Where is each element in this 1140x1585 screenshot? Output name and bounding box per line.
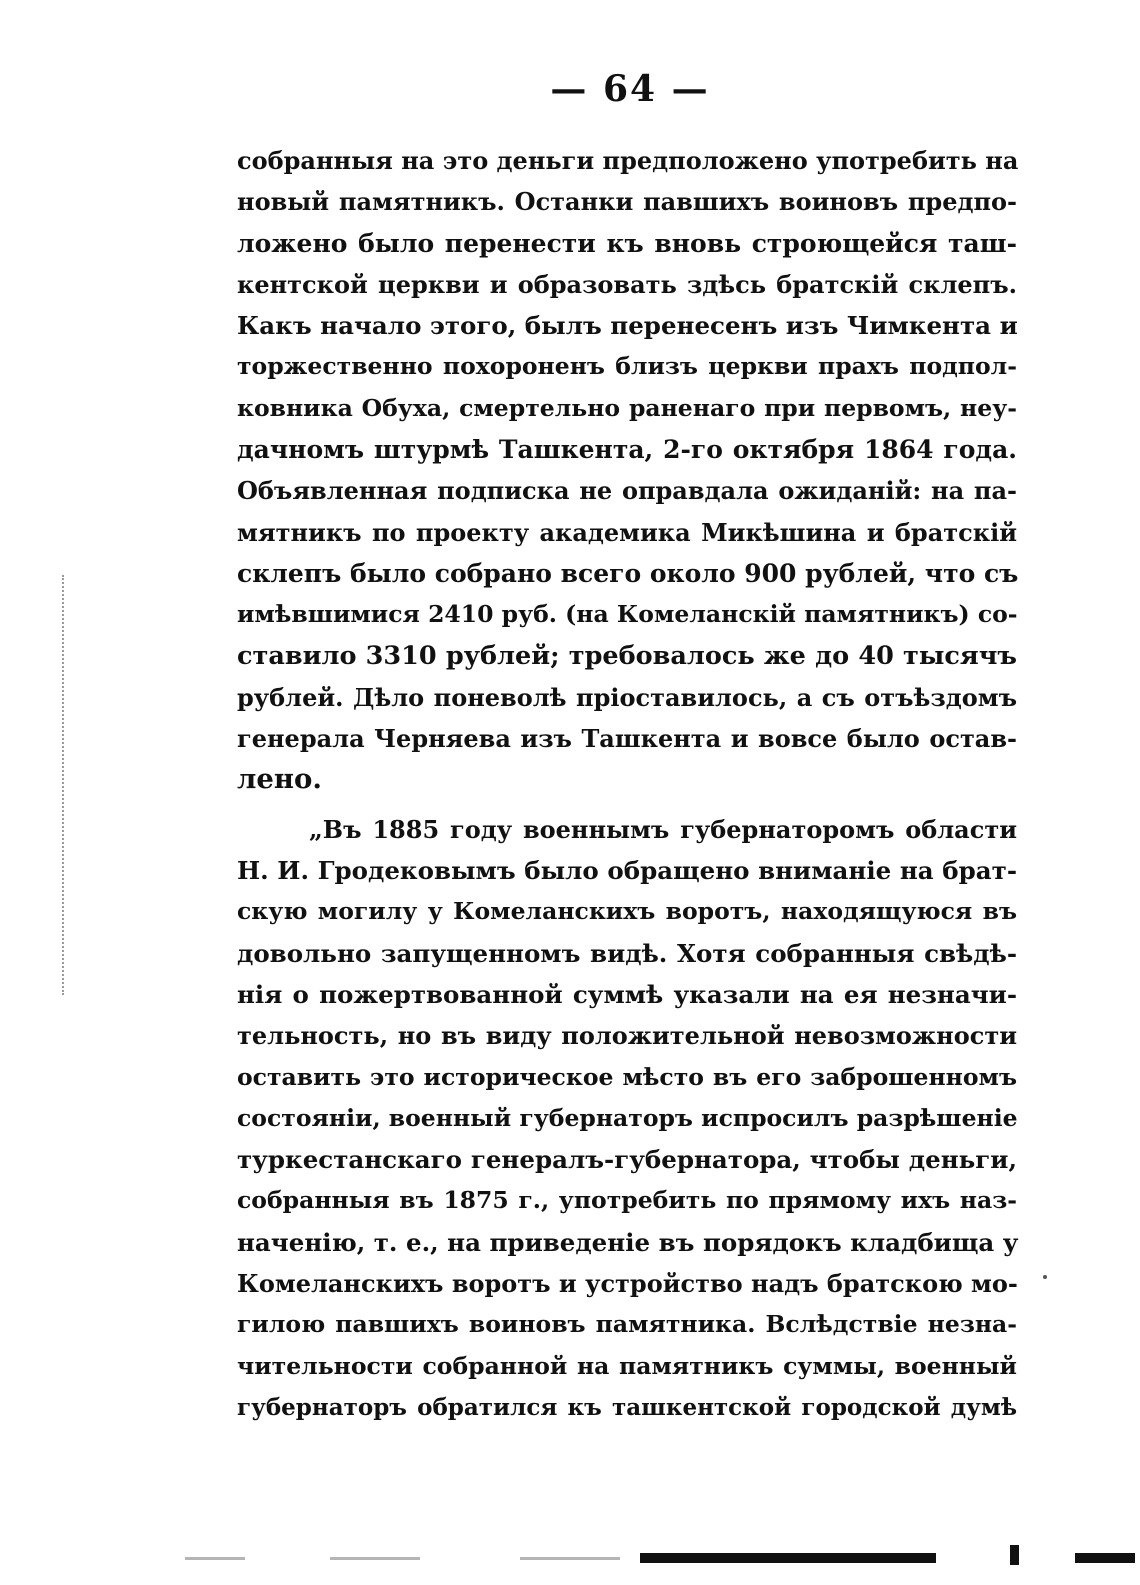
paragraph-2 [237, 809, 1017, 1428]
scan-edge-bar [1010, 1545, 1019, 1565]
text-line: ставило 3310 рублей; требовалось же до 40 тысячъ [237, 640, 1017, 671]
scan-edge-bar [1075, 1553, 1135, 1563]
text-line: оставить это историческое мѣсто въ его заброшенномъ [237, 1062, 1017, 1091]
paragraph-1 [237, 140, 1017, 801]
margin-speck [1043, 1275, 1047, 1279]
text-line: наченію, т. е., на приведеніе въ порядокъ кладбища у [237, 1227, 1019, 1257]
paragraph-gap [237, 801, 1017, 809]
text-line: губернаторъ обратился къ ташкентской городской думѣ [237, 1393, 1017, 1421]
text-line: торжественно похороненъ близъ церкви прахъ подпол- [237, 352, 1017, 381]
page-number: — 64 — [550, 68, 710, 110]
text-line: тельность, но въ виду положительной невозможности [237, 1021, 1017, 1051]
text-line: Объявленная подписка не оправдала ожиданій: на па- [237, 476, 1017, 506]
text-line: склепъ было собрано всего около 900 рублей, что съ [237, 558, 1019, 588]
text-line: Н. И. Гродековымъ было обращено вниманіе на брат- [237, 856, 1017, 886]
text-line: имѣвшимися 2410 руб. (на Комеланскій памятникъ) со- [237, 600, 1018, 629]
text-line: собранныя въ 1875 г., употребить по прямому ихъ наз- [237, 1186, 1017, 1215]
text-line: собранныя на это деньги предположено употребить на [237, 146, 1019, 175]
scan-artifact [185, 1557, 245, 1560]
scan-artifact [330, 1557, 420, 1560]
text-line: скую могилу у Комеланскихъ воротъ, находящуюся въ [237, 897, 1017, 926]
text-line: лено. [237, 763, 322, 796]
text-line: рублей. Дѣло поневолѣ пріоставилось, а съ отъѣздомъ [237, 682, 1017, 712]
text-line: Какъ начало этого, былъ перенесенъ изъ Чимкента и [237, 311, 1018, 341]
text-line: „Въ 1885 году военнымъ губернаторомъ области [309, 814, 1017, 844]
scan-edge-bar [640, 1553, 936, 1563]
text-line: мятникъ по проекту академика Микѣшина и братскій [237, 517, 1017, 547]
margin-dotted-line [62, 575, 70, 995]
text-line: новый памятникъ. Останки павшихъ воиновъ предпо- [237, 187, 1017, 217]
text-line: туркестанскаго генералъ-губернатора, чтобы деньги, [237, 1145, 1017, 1175]
text-line: кентской церкви и образовать здѣсь братскій склепъ. [237, 269, 1017, 299]
text-line: дачномъ штурмѣ Ташкента, 2-го октября 1864 года. [237, 435, 1017, 465]
text-line: ковника Обуха, смертельно раненаго при первомъ, неу- [237, 393, 1017, 422]
text-line: довольно запущенномъ видѣ. Хотя собранныя свѣдѣ- [237, 938, 1017, 968]
body-text [237, 140, 1017, 1428]
text-line: состояніи, военный губернаторъ испросилъ разрѣшеніе [237, 1103, 1018, 1132]
text-line: гилою павшихъ воиновъ памятника. Вслѣдствіе незна- [237, 1310, 1017, 1339]
text-line: чительности собранной на памятникъ суммы, военный [237, 1351, 1017, 1380]
text-line: Комеланскихъ воротъ и устройство надъ братскою мо- [237, 1269, 1018, 1299]
text-line: генерала Черняева изъ Ташкента и вовсе было остав- [237, 724, 1017, 754]
scan-artifact [520, 1557, 620, 1560]
text-line: нія о пожертвованной суммѣ указали на ея незначи- [237, 979, 1017, 1009]
text-line: ложено было перенести къ вновь строющейся таш- [237, 228, 1017, 258]
